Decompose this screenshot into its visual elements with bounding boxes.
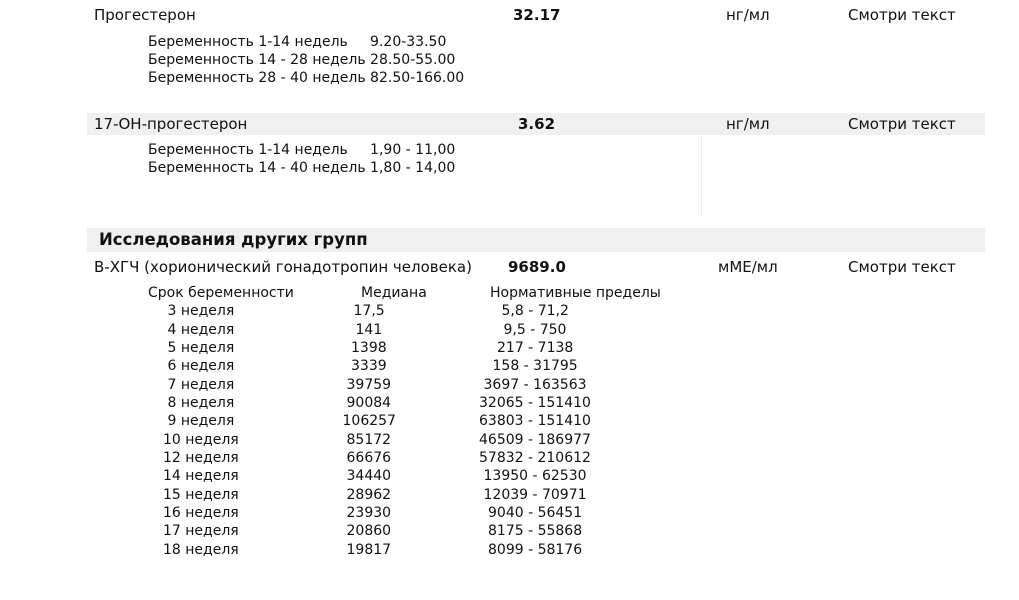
table-cell-week: 4 неделя — [167, 321, 235, 338]
oh-progesterone-name: 17-ОН-прогестерон — [94, 115, 248, 133]
table-cell-median: 28962 — [346, 486, 392, 503]
table-cell-week: 9 неделя — [167, 413, 235, 430]
progesterone-ref-2: Беременность 14 - 28 недель 28.50-55.00 — [148, 52, 456, 68]
table-header-median: Медиана — [361, 285, 427, 301]
hcg-norm: Смотри текст — [848, 258, 956, 276]
table-cell-range: 217 - 7138 — [497, 340, 574, 357]
table-cell-week: 6 неделя — [167, 358, 235, 375]
table-cell-range: 12039 - 70971 — [483, 486, 587, 503]
progesterone-ref-1: Беременность 1-14 недель 9.20-33.50 — [148, 34, 447, 50]
table-cell-week: 14 неделя — [163, 468, 239, 485]
hcg-unit: мМЕ/мл — [718, 258, 778, 276]
table-cell-week: 18 неделя — [163, 541, 239, 558]
table-cell-median: 90084 — [346, 395, 392, 412]
table-cell-week: 17 неделя — [163, 523, 239, 540]
table-cell-median: 141 — [355, 321, 383, 338]
hcg-name: B-ХГЧ (хорионический гонадотропин человека) — [94, 258, 472, 276]
table-cell-median: 1398 — [351, 340, 387, 357]
table-cell-week: 16 неделя — [163, 505, 239, 522]
progesterone-ref-3: Беременность 28 - 40 недель 82.50-166.00 — [148, 70, 465, 86]
table-cell-range: 3697 - 163563 — [483, 376, 587, 393]
progesterone-value: 32.17 — [513, 6, 561, 24]
table-cell-range: 46509 - 186977 — [479, 431, 591, 448]
table-header-range: Нормативные пределы — [490, 285, 661, 301]
table-cell-range: 63803 - 151410 — [479, 413, 591, 430]
table-cell-median: 85172 — [346, 431, 392, 448]
section-title: Исследования других групп — [99, 230, 368, 249]
table-cell-week: 3 неделя — [167, 303, 235, 320]
table-cell-median: 34440 — [346, 468, 392, 485]
table-cell-range: 13950 - 62530 — [483, 468, 587, 485]
oh-progesterone-value: 3.62 — [518, 115, 556, 133]
table-cell-range: 5,8 - 71,2 — [501, 303, 569, 320]
progesterone-name: Прогестерон — [94, 6, 196, 24]
table-cell-median: 20860 — [346, 523, 392, 540]
table-cell-median: 23930 — [346, 505, 392, 522]
table-cell-week: 7 неделя — [167, 376, 235, 393]
table-cell-median: 39759 — [346, 376, 392, 393]
table-cell-median: 3339 — [351, 358, 387, 375]
table-cell-range: 158 - 31795 — [492, 358, 578, 375]
progesterone-unit: нг/мл — [726, 6, 770, 24]
table-cell-range: 57832 - 210612 — [479, 450, 591, 467]
table-cell-week: 5 неделя — [167, 340, 235, 357]
table-cell-week: 15 неделя — [163, 486, 239, 503]
table-header-week: Срок беременности — [148, 285, 294, 301]
table-cell-week: 12 неделя — [163, 450, 239, 467]
table-cell-range: 8175 - 55868 — [488, 523, 583, 540]
oh-progesterone-ref-2: Беременность 14 - 40 недель 1,80 - 14,00 — [148, 160, 456, 176]
hcg-value: 9689.0 — [508, 258, 566, 276]
oh-progesterone-norm: Смотри текст — [848, 115, 956, 133]
table-cell-range: 8099 - 58176 — [488, 541, 583, 558]
table-cell-week: 8 неделя — [167, 395, 235, 412]
progesterone-norm: Смотри текст — [848, 6, 956, 24]
oh-progesterone-unit: нг/мл — [726, 115, 770, 133]
table-cell-median: 17,5 — [353, 303, 385, 320]
table-cell-median: 19817 — [346, 541, 392, 558]
table-cell-range: 9040 - 56451 — [488, 505, 583, 522]
table-cell-median: 106257 — [342, 413, 396, 430]
divider — [701, 136, 702, 216]
table-cell-median: 66676 — [346, 450, 392, 467]
table-cell-range: 32065 - 151410 — [479, 395, 591, 412]
oh-progesterone-ref-1: Беременность 1-14 недель 1,90 - 11,00 — [148, 142, 456, 158]
table-cell-week: 10 неделя — [163, 431, 239, 448]
table-cell-range: 9,5 - 750 — [503, 321, 567, 338]
